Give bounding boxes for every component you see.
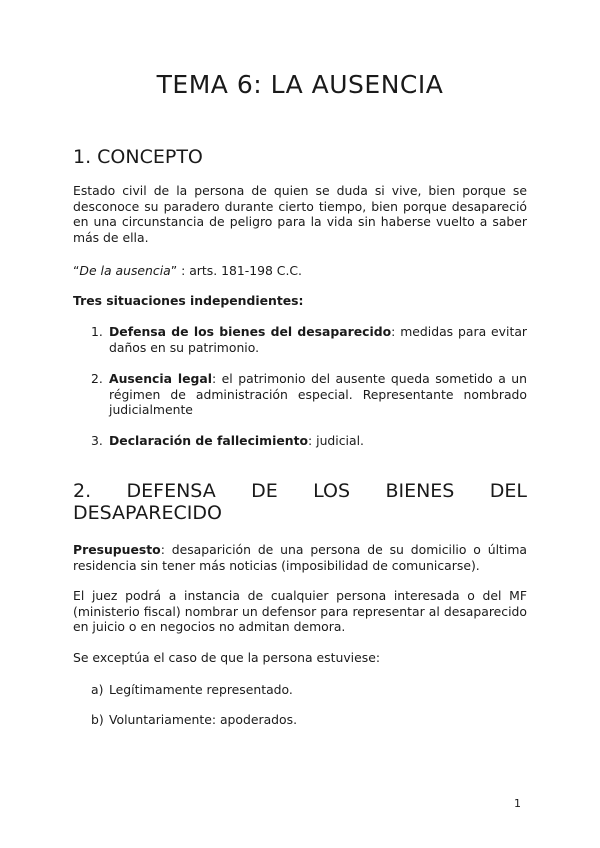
situation-text: : judicial. (308, 433, 364, 448)
list-marker: 1. (91, 324, 103, 339)
exception-item-b (91, 712, 527, 728)
list-marker: b) (91, 712, 104, 727)
list-marker: a) (91, 682, 104, 697)
presupuesto-label: Presupuesto (73, 542, 161, 557)
situation-label: Ausencia legal (109, 371, 212, 386)
judge-paragraph: El juez podrá a instancia de cualquier persona interesada o del MF (ministerio fiscal) nombrar un defensor para representar al desaparecido en juicio o en negocios no admitan demora. (73, 588, 527, 635)
exception-paragraph: Se exceptúa el caso de que la persona estuviese: (73, 650, 381, 665)
list-marker: 2. (91, 371, 103, 386)
situation-text: : el patrimonio del ausente queda sometido a un régimen de administración especial. Representante nombrado judicialmente (109, 371, 528, 418)
exception-text: Voluntariamente: apoderados. (109, 712, 298, 727)
situation-item-1 (91, 324, 527, 355)
presupuesto-paragraph (73, 542, 527, 573)
situation-item-3 (91, 433, 527, 449)
situations-title: Tres situaciones independientes: (73, 293, 304, 308)
reference-title: De la ausencia (79, 263, 171, 278)
concept-definition: Estado civil de la persona de quien se duda si vive, bien porque se desconoce su paradero durante cierto tiempo, bien porque desapareció en una circunstancia de peligro para la vida sin haberse vuelto a saber más de ella. (73, 183, 527, 245)
section-1-heading: 1. CONCEPTO (73, 146, 203, 168)
page-number: 1 (514, 797, 521, 810)
section-2-heading-line-2: DESAPARECIDO (73, 502, 222, 524)
exception-item-a (91, 682, 527, 698)
reference-articles: ” : arts. 181-198 C.C. (170, 263, 302, 278)
reference-line (73, 263, 527, 279)
situation-text: : medidas para evitar daños en su patrimonio. (109, 324, 528, 355)
quote-open: “ (73, 263, 80, 278)
document-title: TEMA 6: LA AUSENCIA (156, 70, 444, 99)
presupuesto-text: : desaparición de una persona de su domicilio o última residencia sin tener más noticias (imposibilidad de comunicarse). (73, 542, 527, 573)
situation-label: Declaración de fallecimiento (109, 433, 309, 448)
section-2-heading-line-1: 2. DEFENSA DE LOS BIENES DEL (73, 480, 527, 502)
situation-label: Defensa de los bienes del desaparecido (109, 324, 392, 339)
situation-item-2 (91, 371, 527, 418)
section-2-heading (73, 480, 527, 524)
exception-text: Legítimamente representado. (109, 682, 293, 697)
list-marker: 3. (91, 433, 103, 448)
